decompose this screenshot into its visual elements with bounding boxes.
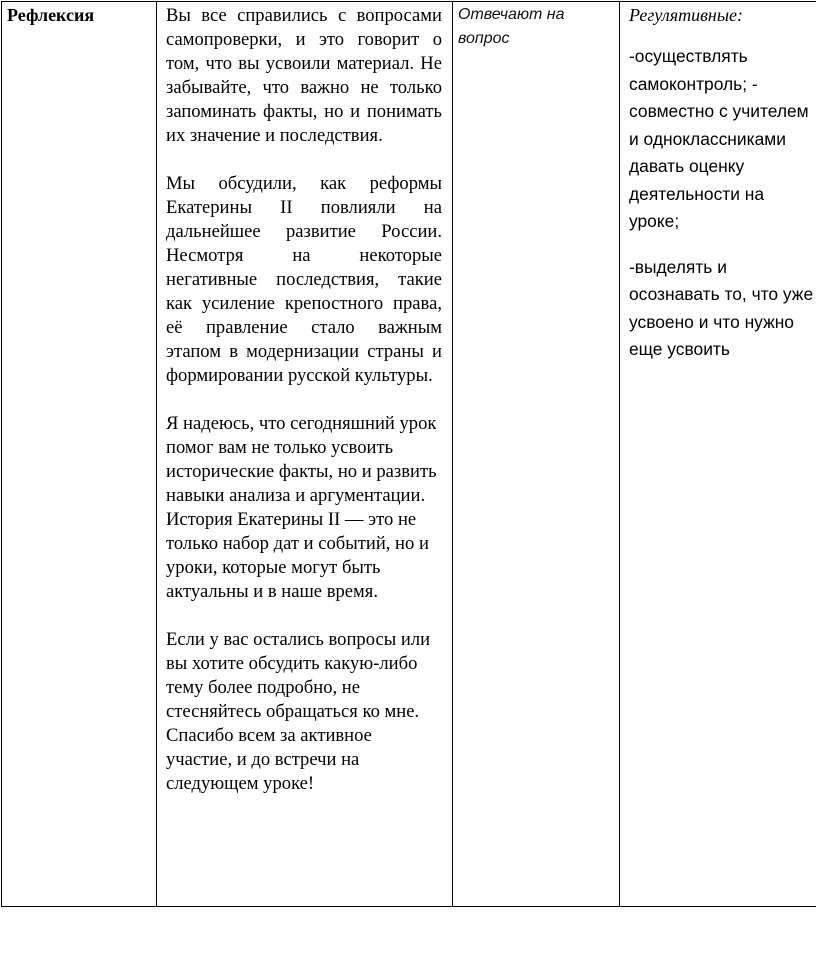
stage-title: Рефлексия (7, 5, 95, 25)
table-row (2, 2, 816, 907)
teacher-activity-cell (157, 2, 453, 907)
teacher-activity-text (157, 2, 452, 796)
lesson-plan-table (1, 1, 816, 907)
uud-item: -осуществлять самоконтроль; - совместно с учителем и одноклассниками давать оценку деятельности на уроке; (629, 46, 809, 231)
uud-heading: Регулятивные: (629, 5, 743, 25)
student-activity-cell (453, 2, 620, 907)
teacher-paragraph: Мы обсудили, как реформы Екатерины II повлияли на дальнейшее развитие России. Несмотря на некоторые негативные последствия, такие как усиление крепостного права, её правление стало важным этапом в модернизации страны и формировании русской культуры. (166, 173, 442, 386)
teacher-paragraph: Если у вас остались вопросы или вы хотите обсудить какую-либо тему более подробно, не стесняйтесь обращаться ко мне. Спасибо всем за активное участие, и до встречи на следующем уроке! (166, 629, 431, 794)
student-activity-text: Отвечают на вопрос (458, 6, 565, 47)
uud-block (620, 2, 816, 364)
stage-cell (2, 2, 157, 907)
uud-item: -выделять и осознавать то, что уже усвоено и что нужно еще усвоить (629, 256, 814, 359)
uud-cell (620, 2, 816, 907)
teacher-paragraph: Я надеюсь, что сегодняшний урок помог вам не только усвоить исторические факты, но и развить навыки анализа и аргументации. История Екатерины II — это не только набор дат и событий, но и уроки, которые могут быть актуальны и в наше время. (166, 413, 437, 602)
teacher-paragraph: Вы все справились с вопросами самопроверки, и это говорит о том, что вы усвоили материал. Не забывайте, что важно не только запоминать факты, но и понимать их значение и последствия. (166, 5, 442, 146)
